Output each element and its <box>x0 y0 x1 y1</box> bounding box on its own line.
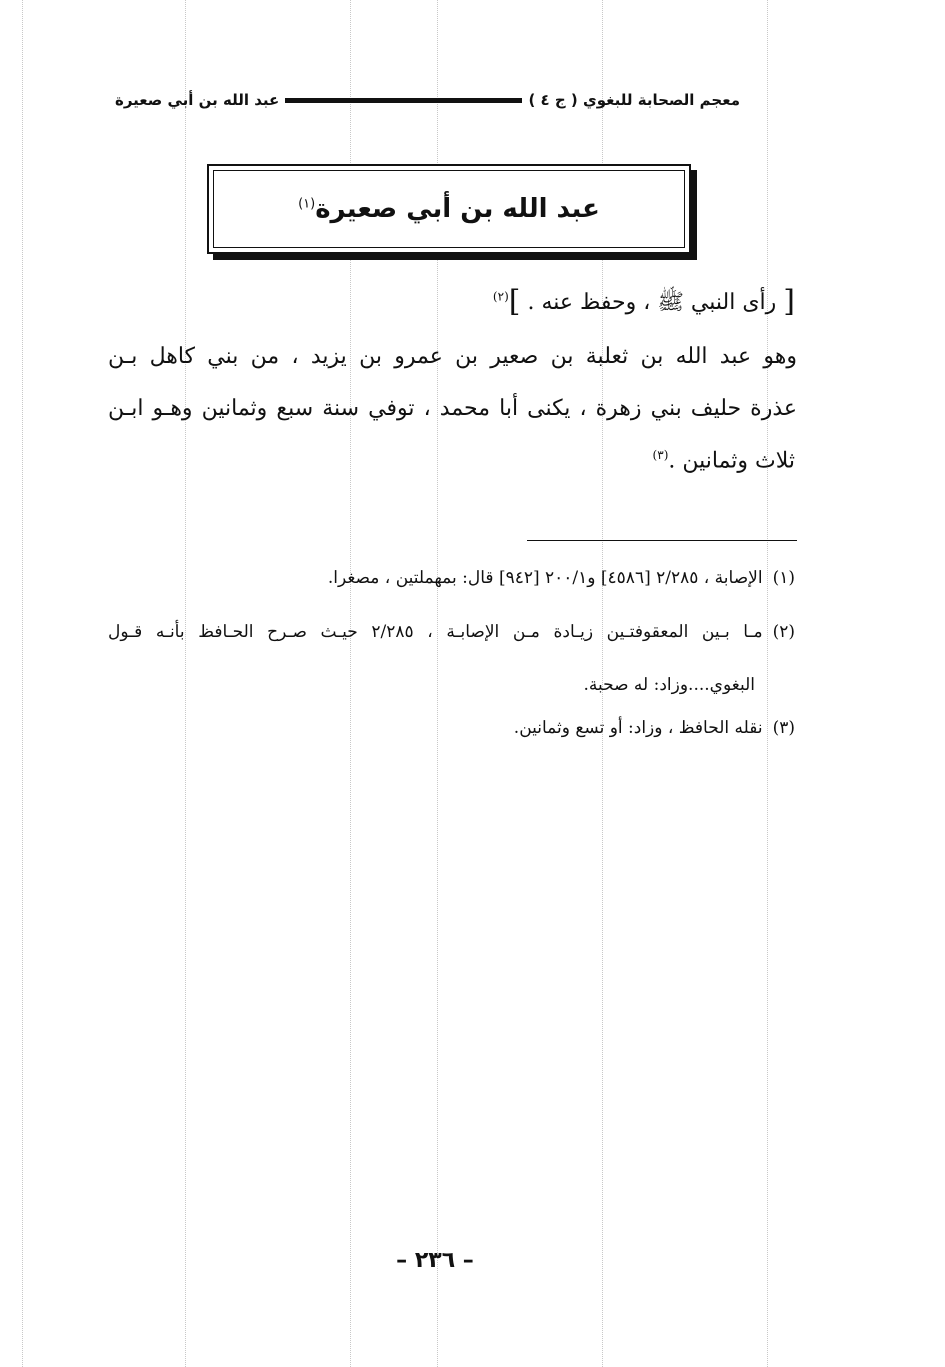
footnote-1-number: (١) <box>772 568 795 588</box>
running-header-book-title: معجم الصحابة للبغوي ( ج ٤ ) <box>528 91 740 109</box>
footnote-separator <box>527 540 797 541</box>
body-line-1 <box>493 284 795 320</box>
running-header <box>115 86 740 114</box>
close-bracket: ] <box>508 284 521 319</box>
footnote-3-text: نقله الحافظ ، وزاد: أو تسع وثمانين. <box>513 718 763 738</box>
scan-artifact-line <box>185 0 186 1367</box>
footnote-3 <box>514 718 795 738</box>
scan-artifact-line <box>22 0 23 1367</box>
footnote-1 <box>328 568 795 588</box>
footnote-1-text: الإصابة ، ٢/٢٨٥ [٤٥٨٦] و٢٠٠/١ [٩٤٢] قال: بمهملتين ، مصغرا. <box>327 568 763 588</box>
body-line-2: وهو عبد الله بن ثعلبة بن صعير بن عمرو بن يزيد ، من بني كاهل بـن <box>108 344 797 369</box>
body-line-4 <box>653 448 795 473</box>
running-header-rule <box>285 98 522 103</box>
entry-title <box>298 194 600 224</box>
footnote-2-text-line-1: مـا بـين المعقوفتـين زيـادة مـن الإصابـة ، ٢/٢٨٥ حيـث صـرح الحـافظ بأنـه قـول <box>108 622 763 642</box>
entry-title-footnote-ref: (١) <box>298 196 316 212</box>
page-number: – ٢٣٦ – <box>396 1248 474 1273</box>
running-header-chapter-title: عبد الله بن أبي صعيرة <box>115 91 280 109</box>
body-line-3: عذرة حليف بني زهرة ، يكنى أبا محمد ، توفي سنة سبع وثمانين وهـو ابـن <box>108 396 797 421</box>
footnote-2-continuation: البغوي....وزاد: له صحبة. <box>583 675 755 695</box>
footnote-3-number: (٣) <box>772 718 795 738</box>
body-footnote-ref-2: (٢) <box>492 289 509 304</box>
footnote-2-number: (٢) <box>772 622 795 642</box>
body-line-4-text: ثلاث وثمانين . <box>668 448 795 474</box>
entry-title-text: عبد الله بن أبي صعيرة <box>315 194 600 224</box>
open-bracket: [ <box>783 284 795 319</box>
footnote-2 <box>108 622 795 642</box>
body-line-1-text: رأى النبي ﷺ ، وحفظ عنه . <box>527 290 777 315</box>
scan-artifact-line <box>767 0 768 1367</box>
entry-title-box <box>207 164 691 254</box>
body-footnote-ref-3: (٣) <box>652 448 669 462</box>
